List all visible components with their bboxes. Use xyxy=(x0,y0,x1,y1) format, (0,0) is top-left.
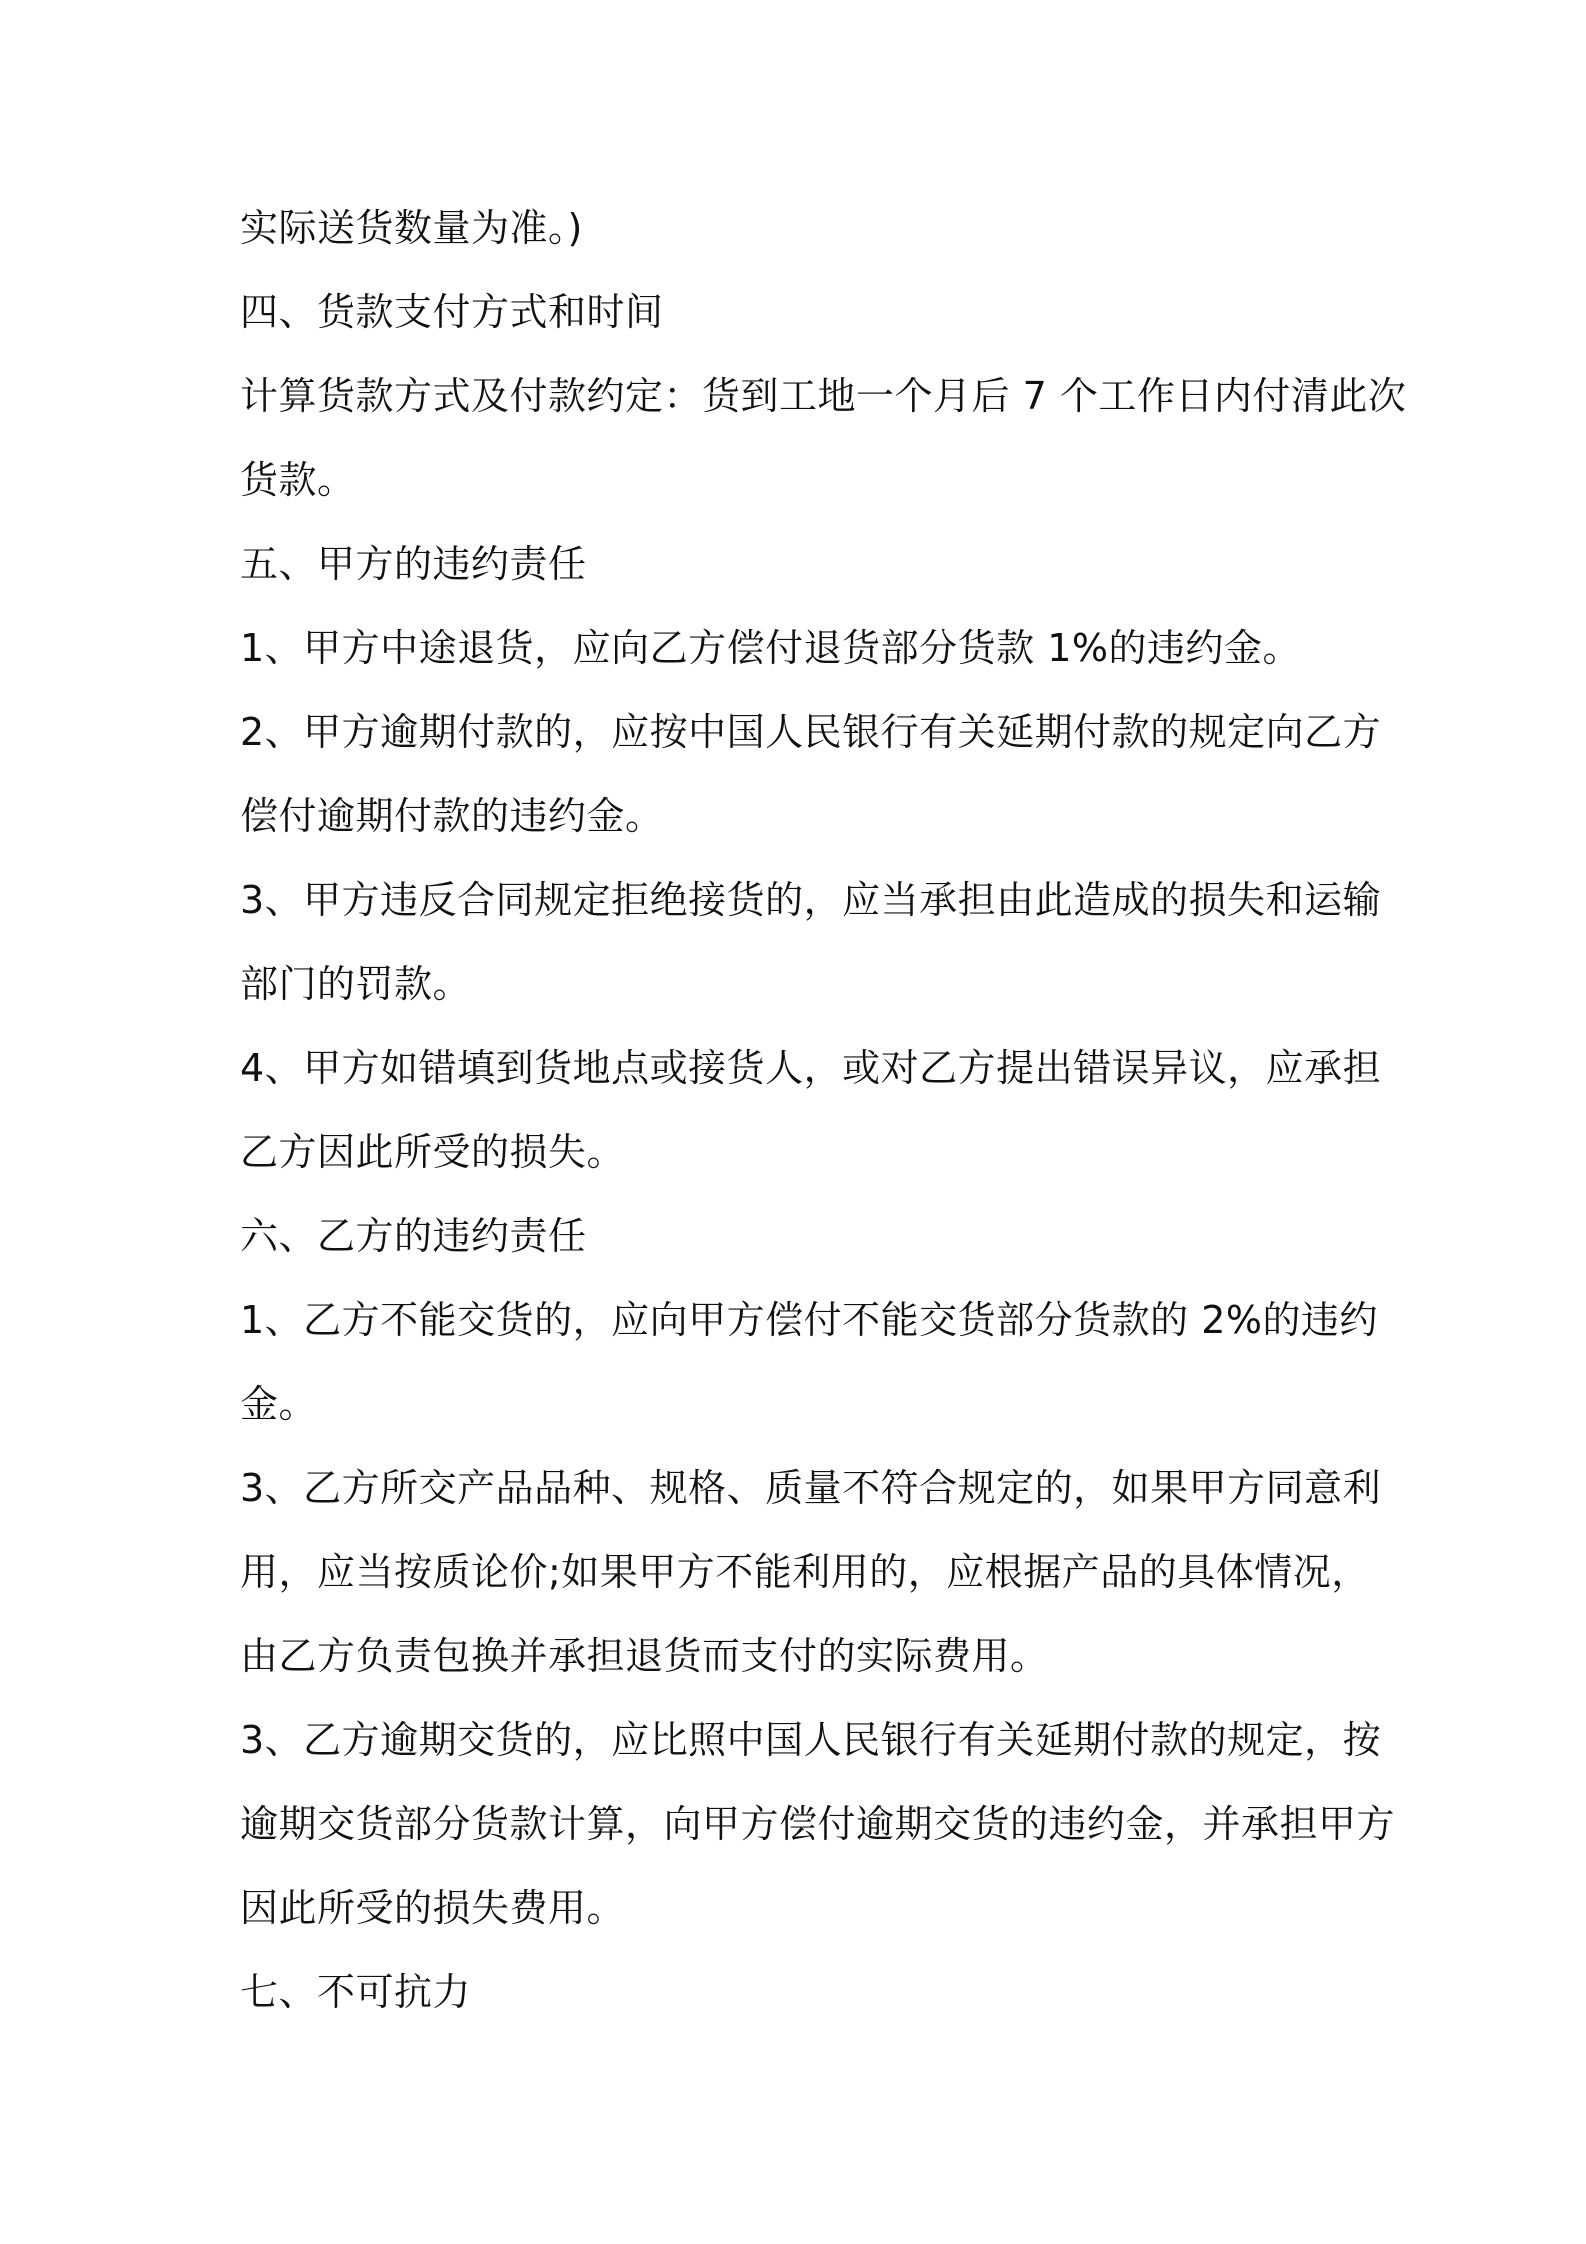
section-heading-payment: 四、货款支付方式和时间 xyxy=(240,290,664,334)
clause-a-3-cont: 部门的罚款。 xyxy=(240,962,472,1006)
clause-a-4: 4、甲方如错填到货地点或接货人，或对乙方提出错误异议，应承担 xyxy=(240,1046,1382,1090)
section-heading-force-majeure: 七、不可抗力 xyxy=(240,1970,472,2014)
clause-b-2-cont-2: 由乙方负责包换并承担退货而支付的实际费用。 xyxy=(240,1634,1049,1678)
text-line-continuation: 实际送货数量为准。) xyxy=(240,206,583,250)
section-heading-party-a-liability: 五、甲方的违约责任 xyxy=(240,542,587,586)
clause-b-3: 3、乙方逾期交货的，应比照中国人民银行有关延期付款的规定，按 xyxy=(240,1718,1382,1762)
clause-b-1: 1、乙方不能交货的，应向甲方偿付不能交货部分货款的 2%的违约 xyxy=(240,1298,1379,1342)
clause-b-2: 3、乙方所交产品品种、规格、质量不符合规定的，如果甲方同意利 xyxy=(240,1466,1382,1510)
clause-b-1-cont: 金。 xyxy=(240,1382,318,1426)
clause-a-3: 3、甲方违反合同规定拒绝接货的，应当承担由此造成的损失和运输 xyxy=(240,878,1382,922)
clause-a-1: 1、甲方中途退货，应向乙方偿付退货部分货款 1%的违约金。 xyxy=(240,626,1302,670)
clause-a-4-cont: 乙方因此所受的损失。 xyxy=(240,1130,626,1174)
clause-b-3-cont-2: 因此所受的损失费用。 xyxy=(240,1886,626,1930)
clause-a-2-cont: 偿付逾期付款的违约金。 xyxy=(240,794,664,838)
text-line-payment-terms-cont: 货款。 xyxy=(240,458,356,502)
section-heading-party-b-liability: 六、乙方的违约责任 xyxy=(240,1214,587,1258)
clause-b-3-cont: 逾期交货部分货款计算，向甲方偿付逾期交货的违约金，并承担甲方 xyxy=(240,1802,1396,1846)
clause-b-2-cont: 用，应当按质论价;如果甲方不能利用的，应根据产品的具体情况， xyxy=(240,1550,1370,1594)
clause-a-2: 2、甲方逾期付款的，应按中国人民银行有关延期付款的规定向乙方 xyxy=(240,710,1382,754)
text-line-payment-terms: 计算货款方式及付款约定：货到工地一个月后 7 个工作日内付清此次 xyxy=(240,374,1407,418)
